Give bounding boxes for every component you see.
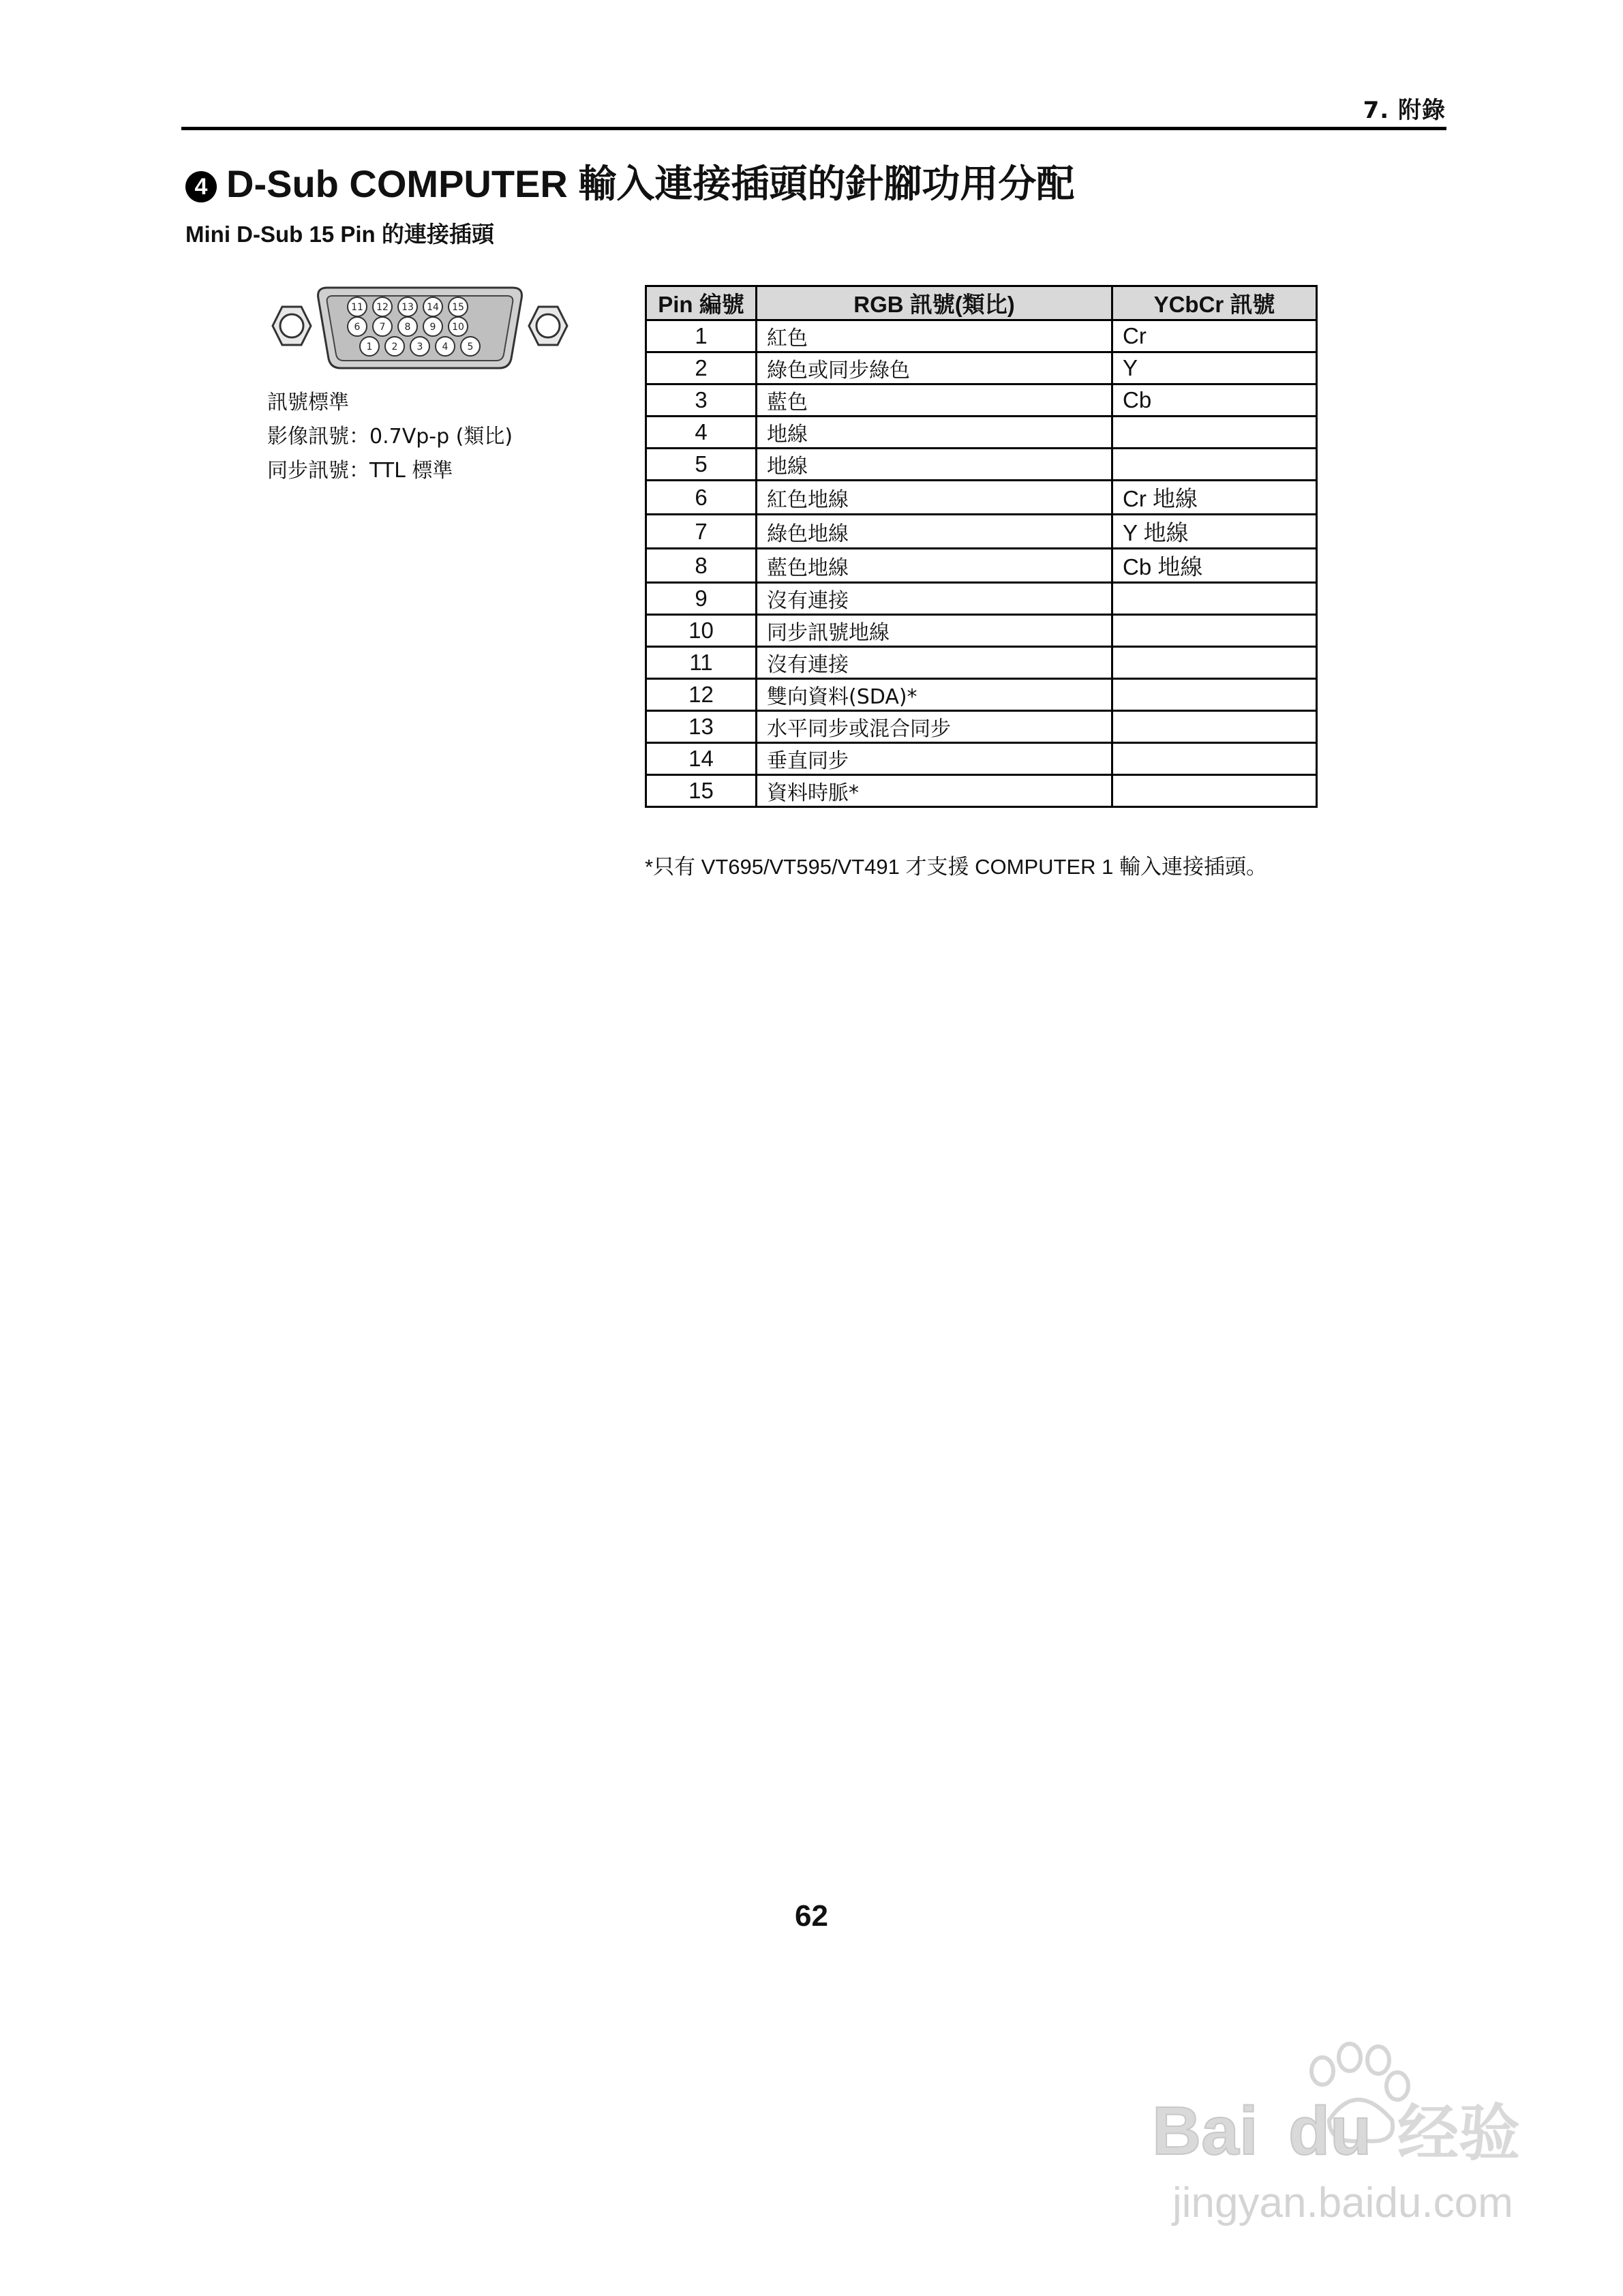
connector-pin-label: 12 — [376, 302, 389, 313]
pin-cell: 15 — [646, 775, 757, 807]
connector-pin-label: 6 — [354, 322, 361, 333]
header-pin: Pin 編號 — [646, 286, 757, 320]
rgb-cell: 藍色地線 — [757, 549, 1112, 583]
ycbcr-cell — [1112, 679, 1317, 711]
pin-assignment-table — [645, 285, 1318, 808]
connector-pin-label: 11 — [351, 302, 363, 313]
ycbcr-cell — [1112, 743, 1317, 775]
rgb-cell: 綠色地線 — [757, 515, 1112, 549]
signal-standard-info — [267, 386, 513, 488]
dsub-connector-diagram — [262, 284, 578, 372]
table-row — [646, 775, 1317, 807]
ycbcr-cell: Y 地線 — [1112, 515, 1317, 549]
table-row — [646, 384, 1317, 417]
rgb-cell: 紅色 — [757, 320, 1112, 352]
rgb-cell: 綠色或同步綠色 — [757, 352, 1112, 384]
rgb-cell: 沒有連接 — [757, 647, 1112, 679]
connector-pin-label: 13 — [401, 302, 414, 313]
video-signal-text: 影像訊號：0.7Vp-p (類比) — [267, 425, 513, 449]
table-row — [646, 417, 1317, 449]
ycbcr-cell — [1112, 647, 1317, 679]
rgb-cell: 地線 — [757, 449, 1112, 481]
table-row — [646, 320, 1317, 352]
table-row — [646, 743, 1317, 775]
pin-cell: 2 — [646, 352, 757, 384]
pin-cell: 7 — [646, 515, 757, 549]
table-row — [646, 515, 1317, 549]
signal-heading: 訊號標準 — [267, 391, 349, 414]
baidu-watermark — [1125, 2018, 1547, 2250]
watermark-cn: 经验 — [1397, 2098, 1520, 2169]
pin-cell: 14 — [646, 743, 757, 775]
rgb-cell: 垂直同步 — [757, 743, 1112, 775]
connector-pin-label: 2 — [391, 342, 398, 352]
section-title — [185, 154, 1074, 209]
pin-cell: 5 — [646, 449, 757, 481]
connector-pin-label: 7 — [379, 322, 386, 333]
connector-pin-label: 9 — [429, 322, 436, 333]
table-row — [646, 481, 1317, 515]
connector-pin-label: 15 — [452, 302, 464, 313]
pin-cell: 1 — [646, 320, 757, 352]
header-ycbcr: YCbCr 訊號 — [1112, 286, 1317, 320]
connector-pin-label: 5 — [467, 342, 474, 352]
pin-cell: 13 — [646, 711, 757, 743]
table-row — [646, 549, 1317, 583]
header-rgb: RGB 訊號(類比) — [757, 286, 1112, 320]
watermark-brand-du: du — [1288, 2093, 1372, 2169]
connector-pin-label: 4 — [442, 342, 449, 352]
connector-pin-label: 10 — [452, 322, 464, 333]
ycbcr-cell: Cb — [1112, 384, 1317, 417]
ycbcr-cell: Cb 地線 — [1112, 549, 1317, 583]
ycbcr-cell — [1112, 583, 1317, 615]
table-header-row — [646, 286, 1317, 320]
page-number: 62 — [795, 1899, 828, 1933]
pin-cell: 9 — [646, 583, 757, 615]
rgb-cell: 藍色 — [757, 384, 1112, 417]
rgb-cell: 紅色地線 — [757, 481, 1112, 515]
right-screw-icon — [529, 307, 567, 345]
rgb-cell: 水平同步或混合同步 — [757, 711, 1112, 743]
connector-pin-label: 8 — [404, 322, 411, 333]
ycbcr-cell — [1112, 449, 1317, 481]
pin-cell: 12 — [646, 679, 757, 711]
section-title-text: D-Sub COMPUTER 輸入連接插頭的針腳功用分配 — [226, 162, 1075, 205]
connector-pin-label: 3 — [416, 342, 423, 352]
ycbcr-cell: Cr — [1112, 320, 1317, 352]
table-row — [646, 615, 1317, 647]
table-row — [646, 449, 1317, 481]
table-row — [646, 711, 1317, 743]
pin-cell: 3 — [646, 384, 757, 417]
pin-cell: 10 — [646, 615, 757, 647]
watermark-url: jingyan.baidu.com — [1172, 2179, 1513, 2226]
ycbcr-cell — [1112, 775, 1317, 807]
rgb-cell: 沒有連接 — [757, 583, 1112, 615]
ycbcr-cell: Cr 地線 — [1112, 481, 1317, 515]
pin-cell: 8 — [646, 549, 757, 583]
ycbcr-cell: Y — [1112, 352, 1317, 384]
table-row — [646, 583, 1317, 615]
rgb-cell: 地線 — [757, 417, 1112, 449]
table-row — [646, 679, 1317, 711]
section-number-badge: 4 — [185, 171, 217, 202]
table-row — [646, 647, 1317, 679]
pin-cell: 4 — [646, 417, 757, 449]
header-rule — [181, 127, 1446, 130]
rgb-cell: 同步訊號地線 — [757, 615, 1112, 647]
chapter-header: 7. 附錄 — [1363, 97, 1446, 124]
connector-pin-label: 14 — [427, 302, 439, 313]
connector-subtitle: Mini D-Sub 15 Pin 的連接插頭 — [185, 222, 494, 247]
sync-signal-text: 同步訊號：TTL 標準 — [267, 459, 453, 483]
table-row — [646, 352, 1317, 384]
watermark-brand: Bai — [1152, 2093, 1258, 2169]
ycbcr-cell — [1112, 417, 1317, 449]
pin-cell: 6 — [646, 481, 757, 515]
rgb-cell: 資料時脈* — [757, 775, 1112, 807]
pin-cell: 11 — [646, 647, 757, 679]
left-screw-icon — [273, 307, 311, 345]
connector-pin-label: 1 — [366, 342, 373, 352]
ycbcr-cell — [1112, 711, 1317, 743]
rgb-cell: 雙向資料(SDA)* — [757, 679, 1112, 711]
ycbcr-cell — [1112, 615, 1317, 647]
footnote: *只有 VT695/VT595/VT491 才支援 COMPUTER 1 輸入連接插頭。 — [645, 855, 1267, 879]
